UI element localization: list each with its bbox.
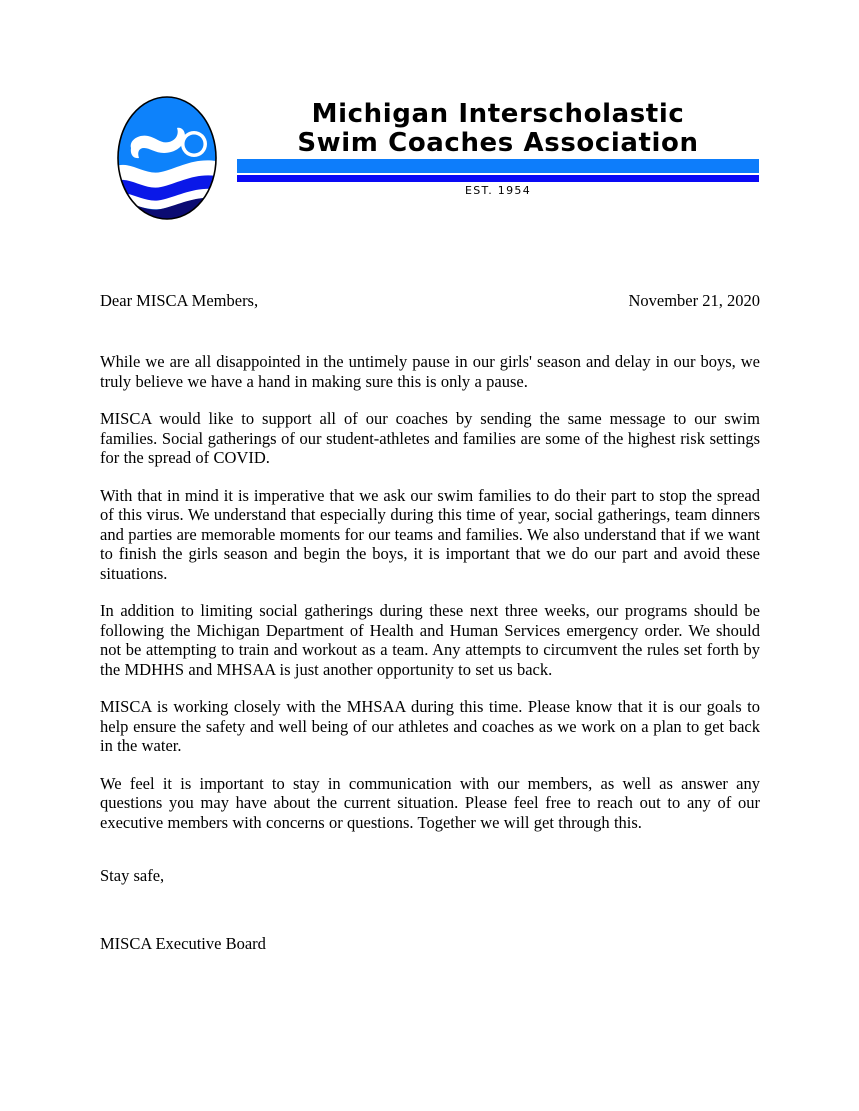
letter-paragraph: In addition to limiting social gatherings during these next three weeks, our programs should be following the Michigan Department of Health and Human Services emergency order. We should not be attempting to train and workout as a team. Any attempts to circumvent the rules set forth by the MDHHS and MHSAA is just another opportunity to set us back. xyxy=(100,601,760,679)
letter-paragraph: While we are all disappointed in the untimely pause in our girls' season and delay in our boys, we truly believe we have a hand in making sure this is only a pause. xyxy=(100,352,760,391)
letter-paragraphs xyxy=(100,352,760,832)
letter-body xyxy=(100,290,760,953)
closing-block xyxy=(100,866,760,953)
org-title-line-1: Michigan Interscholastic xyxy=(311,99,685,129)
letter-paragraph: We feel it is important to stay in communication with our members, as well as answer any questions you may have about the current situation. Please feel free to reach out to any of our executive members with concerns or questions. Together we will get through this. xyxy=(100,773,760,832)
org-title-line-2: Swim Coaches Association xyxy=(297,128,699,158)
letter-paragraph: MISCA is working closely with the MHSAA during this time. Please know that it is our goals to help ensure the safety and well being of our athletes and coaches as we work on a plan to get back in the water. xyxy=(100,697,760,755)
letterhead-rule-thick xyxy=(237,159,759,173)
letter-paragraph: With that in mind it is imperative that we ask our swim families to do their part to stop the spread of this virus. We understand that especially during this time of year, social gatherings, team dinners and parties are memorable moments for our teams and families. We also understand that if we want to finish the girls season and begin the boys, it is important that we do our part and avoid these situations. xyxy=(100,485,760,583)
letter-paragraph: MISCA would like to support all of our coaches by sending the same message to our swim families. Social gatherings of our student-athletes and families are some of the highest risk settings for the spread of COVID. xyxy=(100,409,760,467)
salutation-row xyxy=(100,290,760,312)
letter-date: November 21, 2020 xyxy=(628,291,760,310)
misca-swimmer-logo-icon xyxy=(117,96,217,220)
letterhead xyxy=(0,0,859,240)
signature: MISCA Executive Board xyxy=(100,933,266,953)
organization-title xyxy=(237,100,759,158)
salutation: Dear MISCA Members, xyxy=(100,291,259,310)
closing-salutation: Stay safe, xyxy=(100,866,165,885)
established-year: EST. 1954 xyxy=(464,184,532,197)
letterhead-rule-thin xyxy=(237,175,759,182)
